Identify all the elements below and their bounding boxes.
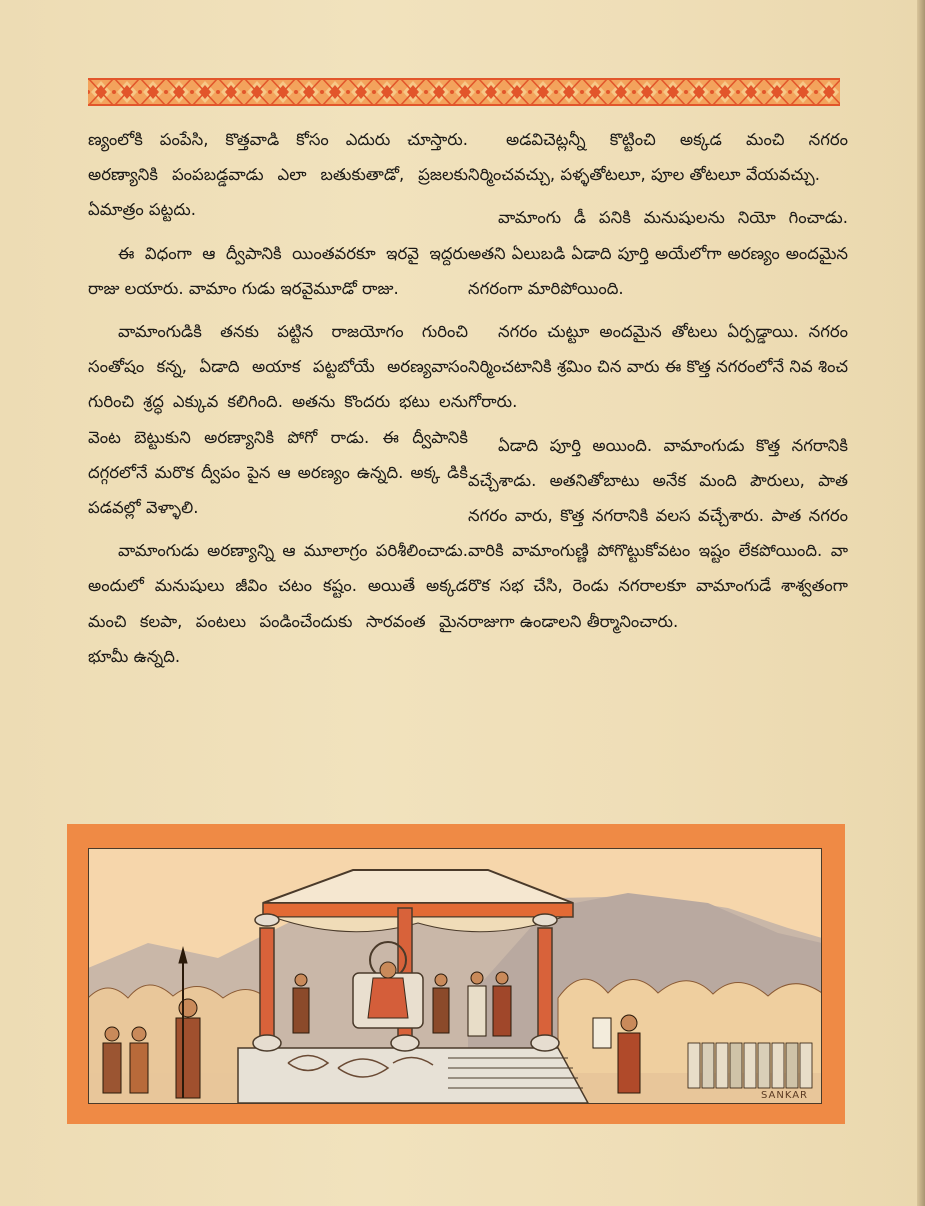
paragraph: నగరం చుట్టూ అందమైన తోటలు ఏర్పడ్డాయి. నగరం నిర్మించటానికి శ్రమిం చిన వారు ఈ కొత్త నగరంలోనే నివ శించ గోరారు. bbox=[468, 322, 848, 412]
court-scene-illustration bbox=[88, 848, 822, 1104]
paragraph: అడవిచెట్లన్నీ కొట్టించి అక్కడ మంచి నగరం నిర్మించవచ్చు, పళ్ళతోటలూ, పూల తోటలూ వేయవచ్చు. bbox=[468, 130, 848, 185]
ornament-band-graphic bbox=[88, 78, 840, 106]
decorative-border-band bbox=[88, 78, 840, 106]
illustration-frame bbox=[67, 824, 845, 1124]
paragraph: వామాంగు డీ పనికి మనుషులను నియో గించాడు. అతని ఏలుబడి ఏడాది పూర్తి అయేలోగా అరణ్యం అందమైన నగరంగా మారిపోయింది. bbox=[468, 208, 848, 298]
paragraph: వామాంగుడికి తనకు పట్టిన రాజయోగం గురించి సంతోషం కన్న, ఏడాది అయాక పట్టబోయే అరణ్యవాసం గురించి శ్రద్ధ ఎక్కువ కలిగింది. అతను కొందరు భటు లను వెంట బెట్టుకుని అరణ్యానికి పోగో రాడు. ఈ ద్వీపానికి దగ్గరలోనే మరొక ద్వీపం పైన ఆ అరణ్యం ఉన్నది. అక్క డికి పడవల్లో వెళ్ళాలి. bbox=[88, 322, 468, 518]
paragraph: వామాంగుడు అరణ్యాన్ని ఆ మూలాగ్రం పరిశీలించాడు. అందులో మనుషులు జీవిం చటం కష్టం. అయితే అక్కడ మంచి కలపా, పంటలు పండించేందుకు సారవంత మైన భూమీ ఉన్నది. bbox=[88, 541, 468, 666]
right-text-column bbox=[468, 122, 848, 647]
paragraph: ఏడాది పూర్తి అయింది. వామాంగుడు కొత్త నగరానికి వచ్చేశాడు. అతనితోబాటు అనేక మంది పౌరులు, పాత నగరం వారు, కొత్త నగరానికి వలస వచ్చేశారు. పాత నగరం వారికి వామాంగుణ్ణి పోగొట్టుకోవటం ఇష్టం లేకపోయింది. వా రొక సభ చేసి, రెండు నగరాలకూ వామాంగుడే శాశ్వతంగా రాజుగా ఉండాలని తీర్మానించారు. bbox=[468, 435, 848, 631]
paragraph: ఈ విధంగా ఆ ద్వీపానికి యింతవరకూ ఇరవై ఇద్దరు రాజు లయారు. వామాం గుడు ఇరవైమూడో రాజు. bbox=[88, 243, 468, 298]
left-text-column bbox=[88, 122, 468, 682]
illustration bbox=[88, 848, 822, 1104]
paragraph: ణ్యంలోకి పంపేసి, కొత్తవాడి కోసం ఎదురు చూస్తారు. అరణ్యానికి పంపబడ్డవాడు ఎలా బతుకుతాడో, ప్రజలకు ఏమాత్రం పట్టదు. bbox=[88, 130, 468, 220]
page-edge-shadow bbox=[917, 0, 925, 1206]
artist-signature: SANKAR bbox=[760, 1090, 808, 1101]
